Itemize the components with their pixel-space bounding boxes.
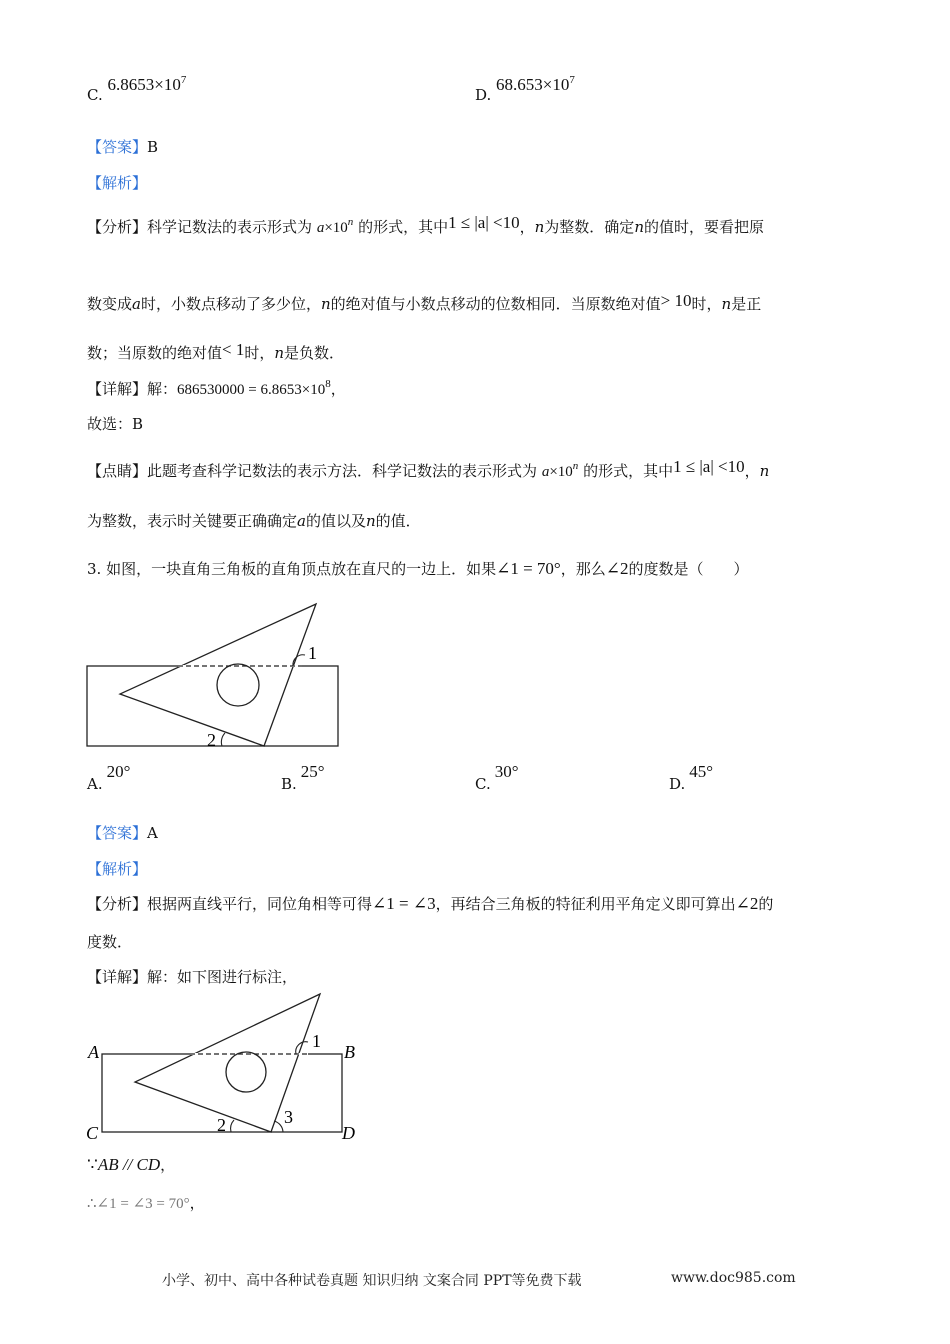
q2-detail: 【详解】解：$686530000 = 6.8653\times 10^8$， bbox=[87, 378, 346, 398]
therefore-line: ∴∠1 = ∠3 = 70°， bbox=[87, 1194, 205, 1212]
angle-2-arc bbox=[231, 1120, 234, 1132]
footer-text: 小学、初中、高中各种试卷真题 知识归纳 文案合同 PPT等免费下载 bbox=[162, 1273, 582, 1289]
angle-1-label: 1 bbox=[308, 643, 317, 663]
q2-fenxi-line1: 【分析】科学记数法的表示形式为 $a\times 10^n$ 的形式，其中1 ≤ |a| <10，n为整数．确定n的值时，要看把原 bbox=[87, 213, 764, 236]
option-c: C. $6.8653\times 10^7$ bbox=[87, 74, 187, 104]
q2-dianjing-line2: 为整数，表示时关键要正确确定a的值以及n的值． bbox=[87, 512, 421, 530]
q3-option-d: D.45° bbox=[669, 762, 714, 793]
point-d-label: D bbox=[342, 1123, 355, 1143]
point-a-label: A bbox=[88, 1042, 99, 1062]
point-c-label: C bbox=[86, 1123, 99, 1143]
q3-detail: 【详解】解：如下图进行标注， bbox=[87, 968, 298, 986]
q2-analysis-tag: 【解析】 bbox=[87, 174, 148, 192]
labeled-figure bbox=[82, 986, 372, 1146]
angle-2-label: 2 bbox=[207, 730, 216, 750]
point-b-label: B bbox=[344, 1042, 355, 1062]
angle-1-label: 1 bbox=[312, 1031, 321, 1051]
angle-2-arc bbox=[221, 733, 225, 746]
q3-fenxi-line2: 度数． bbox=[87, 933, 133, 951]
footer-url[interactable]: www.doc985.com bbox=[671, 1270, 796, 1286]
q2-fenxi-line3: 数；当原数的绝对值< 1时，n是负数． bbox=[87, 340, 345, 362]
triangle-hole-circle bbox=[217, 664, 259, 706]
option-d: D. $68.653\times 10^7$ bbox=[475, 74, 575, 104]
q3-option-c: C.30° bbox=[475, 762, 519, 793]
q3-fenxi-line1: 【分析】根据两直线平行，同位角相等可得∠1 = ∠3，再结合三角板的特征利用平角定义即可算出∠2的 bbox=[87, 894, 774, 913]
because-line: ∵AB // CD， bbox=[87, 1155, 176, 1174]
angle-3-label: 3 bbox=[284, 1107, 293, 1127]
ruler-triangle-figure bbox=[80, 596, 350, 756]
q2-dianjing-line1: 【点睛】此题考查科学记数法的表示方法．科学记数法的表示形式为 $a\times 10^n$ 的形式，其中1 ≤ |a| <10，n bbox=[87, 457, 770, 480]
q2-answer: 【答案】B bbox=[87, 138, 159, 156]
set-square-triangle bbox=[120, 604, 316, 746]
q3-analysis-tag: 【解析】 bbox=[87, 860, 148, 878]
angle-2-label: 2 bbox=[217, 1115, 226, 1135]
q3-answer: 【答案】A bbox=[87, 824, 158, 842]
angle-3-arc bbox=[274, 1121, 283, 1132]
q2-fenxi-line2: 数变成a时，小数点移动了多少位，n的绝对值与小数点移动的位数相同．当原数绝对值> 10时，n是正 bbox=[87, 291, 762, 313]
q3-option-b: B.25° bbox=[281, 762, 325, 793]
q3-stem: 3. 如图，一块直角三角板的直角顶点放在直尺的一边上．如果∠1 = 70°，那么∠2的度数是（ ） bbox=[87, 559, 749, 578]
q2-choose: 故选：B bbox=[87, 415, 144, 433]
q3-option-a: A.20° bbox=[87, 762, 131, 793]
triangle-hole-circle bbox=[226, 1052, 266, 1092]
